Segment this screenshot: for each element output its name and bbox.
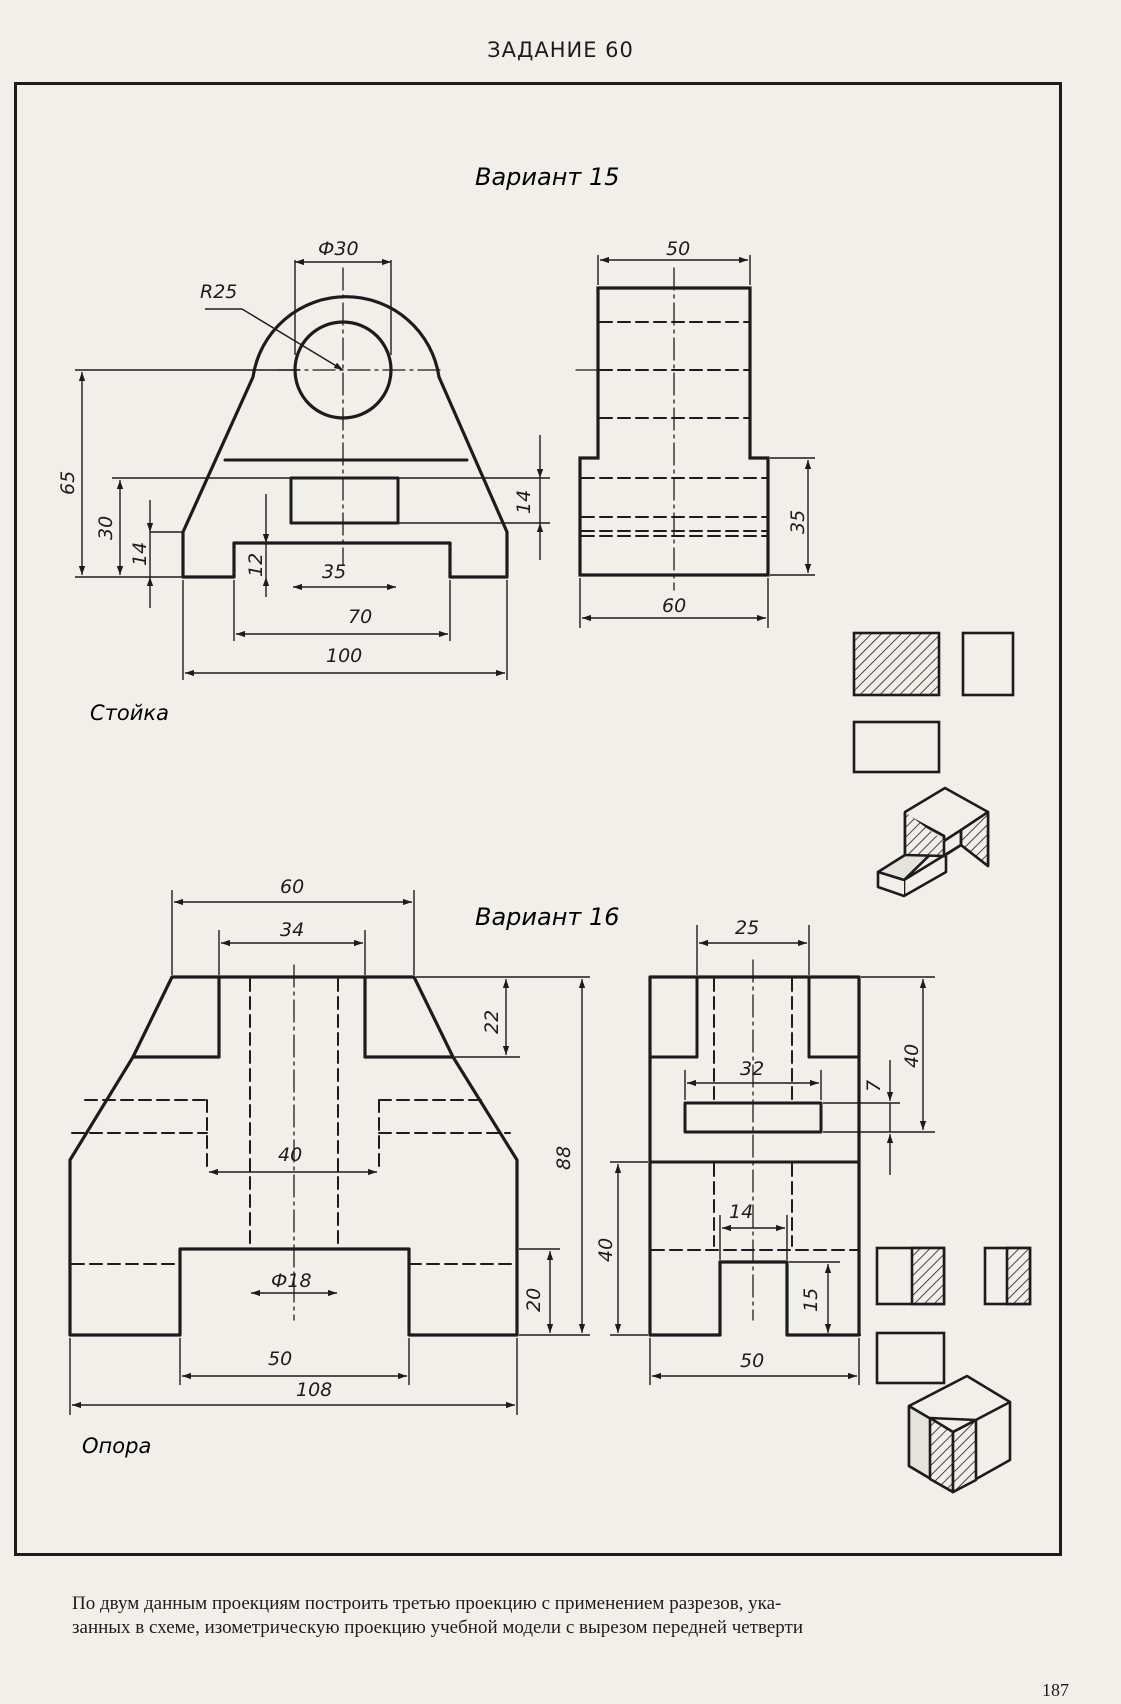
variant15-part-name: Стойка [90,701,169,725]
v15-side-dims [580,255,815,628]
scheme-top-view [854,722,939,772]
v16-section-scheme [877,1248,1030,1383]
dim-side-width-14: 14 [729,1201,754,1223]
dim-side-width-25: 25 [735,917,760,939]
dim-side-height-35: 35 [787,509,809,534]
v15-isometric-icon [878,788,988,896]
dim-height-20: 20 [523,1287,545,1312]
dim-radius-25: R25 [200,281,238,303]
v16-side-dims [610,925,935,1385]
dim-width-34: 34 [280,919,305,941]
dim-height-30: 30 [95,515,117,540]
dim-width-70: 70 [348,606,373,628]
dim-width-108: 108 [296,1379,333,1401]
variant16-part-name: Опора [82,1434,152,1458]
v16-isometric-icon [909,1376,1010,1492]
scheme-front-section [854,633,939,695]
dim-side-height-40-top: 40 [901,1043,923,1068]
dim-width-35: 35 [322,561,347,583]
dim-width-60: 60 [280,876,305,898]
dim-height-12: 12 [245,552,267,577]
dim-diameter-30: Ф30 [318,238,359,260]
dim-side-height-15: 15 [800,1287,822,1312]
dim-diameter-18: Ф18 [271,1270,312,1292]
v15-side-dim-labels [662,238,809,617]
dim-height-22: 22 [481,1009,503,1034]
v16-front-dim-labels [268,876,575,1401]
dim-height-88: 88 [553,1145,575,1170]
variant16-title: Вариант 16 [475,903,620,931]
instruction-line-2: занных в схеме, изометрическую проекцию учебной модели с вырезом передней четверти [72,1617,803,1638]
v15-front-view [183,268,507,577]
scheme16-top-view [877,1333,944,1383]
dim-width-40: 40 [278,1144,303,1166]
v15-front-dim-labels [57,238,535,667]
dim-height-65: 65 [57,470,79,495]
v15-section-scheme [854,633,1013,772]
dim-side-top-50: 50 [666,238,691,260]
scheme16-side-section [1007,1248,1030,1304]
dim-side-width-50: 50 [740,1350,765,1372]
variant15-title: Вариант 15 [475,163,620,191]
v15-side-view [576,268,768,590]
task-instruction [72,1592,1070,1640]
dim-side-height-7: 7 [863,1079,885,1092]
dim-side-width-32: 32 [740,1058,765,1080]
dim-width-50: 50 [268,1348,293,1370]
dim-height-14-right: 14 [513,489,535,514]
dim-side-bottom-60: 60 [662,595,687,617]
page-number: 187 [1042,1680,1069,1700]
scheme16-front-section [912,1248,944,1304]
v16-side-dim-labels [595,917,923,1372]
page-title: ЗАДАНИЕ 60 [487,38,634,62]
scheme-side-view [963,633,1013,695]
dim-width-100: 100 [326,645,363,667]
dim-height-14-left: 14 [129,541,151,566]
instruction-line-1: По двум данным проекциям построить третью проекцию с применением разрезов, ука- [72,1593,782,1614]
dim-side-height-40: 40 [595,1237,617,1262]
